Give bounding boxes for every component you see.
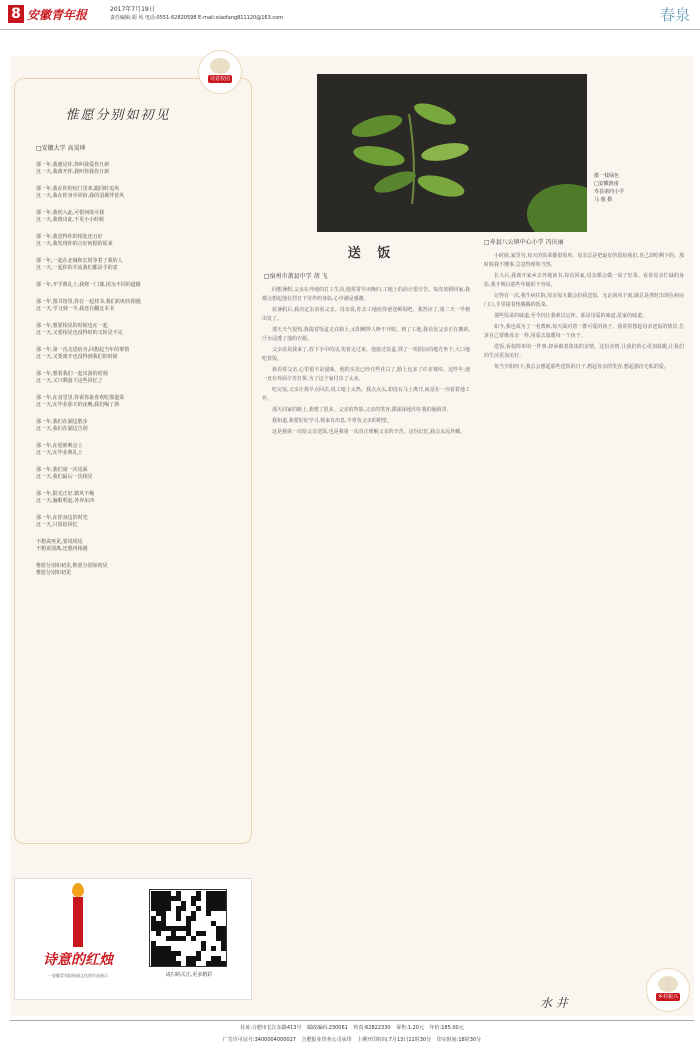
article-paragraph: 那些饭菜的味道,至今仍让我难以忘怀。那是母爱的味道,是家的味道。 (494, 313, 648, 319)
poem-stanza (36, 282, 236, 289)
house-icon (658, 976, 678, 992)
poem-line: 这一天,我将出此,不见小小时候 (36, 217, 105, 223)
article-paragraph: 父亲看见我来了,放下手中的活,笑着走过来。他接过饭盒,找了一块阴凉的地方坐下,大口地吃着饭。 (262, 347, 470, 362)
article-paragraph: 如今,我也成为了一名教师,每天面对着一群可爱的孩子。我常常想起母亲送饭的情景,告诉自己要像母亲一样,用爱去温暖每一个孩子。 (484, 324, 684, 339)
footer (10, 1020, 694, 1049)
poem-stanza (36, 443, 236, 457)
poem-stanza (36, 162, 236, 176)
poem-line: 那一年,在迎新晚会上 (36, 443, 83, 449)
article-paragraph: 放暑假后,我决定去看看父亲。母亲说,你去工地给你爸送顿饭吧。我答应了,第二天一早便出发了。 (262, 307, 470, 322)
poem-line: 这一天,我发现你的言好何据的原来 (36, 241, 113, 247)
article-paragraph: 送饭,看似简单的一件事,却承载着浓浓的亲情。这份亲情,让我们的心更加温暖,让我们的生活更加美好。 (484, 344, 684, 359)
poem-line: 那一年,想要相见的时候也在一起 (36, 323, 108, 329)
right-article-author: □寿县八公镇中心小学 冯庆丽 (484, 239, 564, 246)
article-paragraph: 那天天气很热,我提着饭盒走在路上,太阳晒得人睁不开眼。到了工地,我看见父亲正在搬砖,汗水浸透了他的衣服。 (262, 327, 470, 342)
qr-module (201, 946, 206, 951)
badge-label: 诗意校园 (209, 76, 230, 82)
ad-title: 诗意的红烛 (43, 952, 113, 968)
poem-line: 不想说再见,要说相见 (36, 539, 83, 545)
poem-line: 那一年,一起在北城和长时等着了我的人 (36, 258, 123, 264)
poem-line: 这一天,只留给回忆 (36, 522, 78, 528)
qr-module (166, 906, 171, 911)
poem-line: 那一年,开学典礼上,我将一门课,因为不同的道路 (36, 282, 141, 288)
qr-module (176, 916, 181, 921)
qr-module (191, 961, 196, 966)
signature: 水 井 (540, 996, 568, 1010)
article-title: 送 饭 (347, 246, 397, 261)
footer-line-1: 社址:合肥市长江东路413号 邮政编码:230061 传真:62822330 零售:1.20元 年价:185.00元 (240, 1025, 464, 1031)
poem-line: 惟愿分别如初见 (36, 570, 72, 576)
issue-date: 2017年7月19日 (110, 6, 155, 13)
poem-stanza (36, 563, 236, 577)
poem-stanza (36, 371, 236, 385)
poem-line: 这一天,我离开你,我叫你我你且新 (36, 169, 110, 175)
poem-line: 惟愿分别如初见,惟愿分别如初见 (36, 563, 108, 569)
article-paragraph: 回想暑假,父亲在外地的打工生活,他常常早出晚归,工地上的活计很辛苦。每次放假回家,我都会想起他在烈日下劳作的身影,心中满是感激。 (262, 287, 470, 302)
ad-subtitle: 一安徽青年报校园文化创作品展示 (48, 973, 108, 978)
qr-module (176, 951, 181, 956)
poem-stanza (36, 347, 236, 361)
poem-stanza (36, 186, 236, 200)
plant-illustration (317, 74, 587, 232)
poem-line: 那一年,想着我们一起出游的时刻 (36, 371, 108, 377)
poem-line: 那一年,我初入此,可恨何故可我 (36, 210, 105, 216)
qr-module (176, 961, 181, 966)
poem-line: 这一天,在毕业那天的夜晚,我们喝了酒 (36, 402, 120, 408)
poem-line: 这一天,我在你身旁同宿,我的羽翼伴着风 (36, 193, 125, 199)
poem-author: □安徽大学 高昊坤 (36, 145, 86, 152)
poem-stanza (36, 419, 236, 433)
article-column-1 (262, 286, 470, 1006)
flame-icon (72, 883, 84, 897)
article-paragraph: 小时候,家里穷,每天的饭菜都很简单。母亲总是把最好的留给我们,自己却吃剩下的。那时候我不懂事,总觉得理所当然。 (484, 253, 684, 268)
village-badge (646, 968, 690, 1012)
poem-line: 这一天,又要离开也没得到我们的时候 (36, 354, 118, 360)
article-paragraph: 我知道,我要好好学习,将来有出息,不辜负父亲的期望。 (272, 418, 392, 424)
qr-module (191, 936, 196, 941)
poem-stanza (36, 234, 236, 248)
article-column-2 (484, 252, 684, 988)
qr-module (221, 946, 226, 951)
poem-line: 这一天,骊歌唱起,各奔东西 (36, 498, 95, 504)
poem-line: 这一天,我们在湖边告别 (36, 426, 88, 432)
poem-stanza (36, 467, 236, 481)
qr-module (201, 931, 206, 936)
paper-name: 安徽青年报 (27, 8, 88, 22)
article-paragraph: 每当夕阳西下,我总会想起那些送饭的日子,想起母亲的笑容,想起那份无私的爱。 (494, 364, 669, 370)
poem-line: 那一年,我们在湖边散步 (36, 419, 88, 425)
poem-stanza (36, 299, 236, 313)
campus-badge (198, 50, 242, 94)
poem-line: 这一天,我们最后一次相见 (36, 474, 93, 480)
qr-caption: 请扫码关注,更多精彩 (165, 972, 213, 978)
header-divider (0, 29, 700, 30)
candle-icon (73, 897, 83, 947)
masthead (0, 0, 700, 30)
qr-module (206, 911, 211, 916)
article-paragraph: 记得有一次,我生病住院,母亲每天都会给我送饭。无论刮风下雨,她总是准时出现在病房门口,手里提着热腾腾的饭菜。 (484, 293, 684, 308)
poem-line: 这一天,又要相见也没得时的又转见不完 (36, 330, 123, 336)
qr-module (221, 961, 226, 966)
article-paragraph: 这是我第一次给父亲送饭,也是我第一次真正理解父亲的辛苦。这份记忆,我会永远珍藏。 (272, 429, 466, 435)
poem-line: 那一年,阳光正好,微风不燥 (36, 491, 95, 497)
poem-body (36, 162, 236, 587)
teapot-icon (210, 58, 230, 74)
qr-module (211, 946, 216, 951)
section-title: 春泉 (659, 6, 690, 24)
qr-module (181, 936, 186, 941)
qr-module (196, 956, 201, 961)
poem-line: 这一天,学习到一半,我还在翻这本书 (36, 306, 115, 312)
poem-line: 这一天,在毕业典礼上 (36, 450, 83, 456)
poem-line: 那一年,我遇见你,你叫我爱你且新 (36, 162, 110, 168)
footer-line-2: 广告许可证号:3400004000027 合肥报业印务公司承印 上期开印时间:7月13日11时30分 印完时间:18时30分 (222, 1037, 482, 1043)
article-paragraph: 长大后,我离开家乡去外地读书,每次回家,母亲都会做一桌子好菜。看着母亲忙碌的身影,我才明白那些年她的不容易。 (484, 273, 684, 288)
article-paragraph: 那天回家的路上,我想了很多。父亲的背影,父亲的笑容,都深深地印在我的脑海里。 (272, 407, 452, 413)
photo-caption: 摄一枝绿色 □安徽淮南 寿县第四小学 马 俊 摄 (594, 173, 625, 203)
poem-stanza (36, 539, 236, 553)
plant-photo (317, 74, 587, 232)
poem-line: 那一年,我们第一次见面 (36, 467, 88, 473)
article-paragraph: 吃完饭,父亲让我早点回去,说工地上太热。我点点头,却没有马上离开,而是在一旁看着他工作。 (262, 387, 470, 402)
editor-info: 责任编辑:胡 风 电话:0551-62820598 E-mail:xiaofang811120@163.com (110, 15, 284, 21)
article-author: □宿州市萧县中学 胡 飞 (264, 273, 328, 280)
poem-stanza (36, 323, 236, 337)
qr-module (221, 906, 226, 911)
poem-stanza (36, 210, 236, 224)
article-paragraph: 我看着父亲,心里很不是滋味。他的头发已经有些花白了,脸上也多了许多皱纹。这些年,他一直在外面辛苦打拼,为了这个家付出了太多。 (262, 367, 470, 382)
poem-line: 不想说别离,还想再相遇 (36, 546, 88, 552)
qr-module (181, 906, 186, 911)
poem-stanza (36, 491, 236, 505)
poem-stanza (36, 258, 236, 272)
poem-line: 那一年,第一次走进宿舍,回想起当年的事情 (36, 347, 130, 353)
poem-line: 那一年,我在你的校门里欢,跟同时追风 (36, 186, 120, 192)
qr-module (156, 931, 161, 936)
poem-line: 那一年,图书馆里,你在一起找书,我们的初次相遇 (36, 299, 141, 305)
qr-module (191, 916, 196, 921)
poem-title: 惟愿分别如初见 (65, 108, 171, 123)
badge-label-right: 乡村振兴 (657, 994, 678, 1000)
poem-stanza (36, 515, 236, 529)
poem-stanza (36, 395, 236, 409)
qr-module (196, 896, 201, 901)
qr-code-icon[interactable] (149, 889, 227, 967)
poem-line: 那一年,在食堂里,你说你最喜欢吃那道菜 (36, 395, 125, 401)
poem-line: 那一年,我觉得你的相处还且好 (36, 234, 103, 240)
poem-line: 那一年,在你身边的时光 (36, 515, 88, 521)
page-number: 8 (8, 5, 24, 23)
qr-module (196, 906, 201, 911)
ad-box (14, 878, 252, 1000)
poem-line: 这一天,又只剩落下这些回忆了 (36, 378, 103, 384)
poem-line: 这一天,一起你的并流我们都是手的意 (36, 265, 118, 271)
